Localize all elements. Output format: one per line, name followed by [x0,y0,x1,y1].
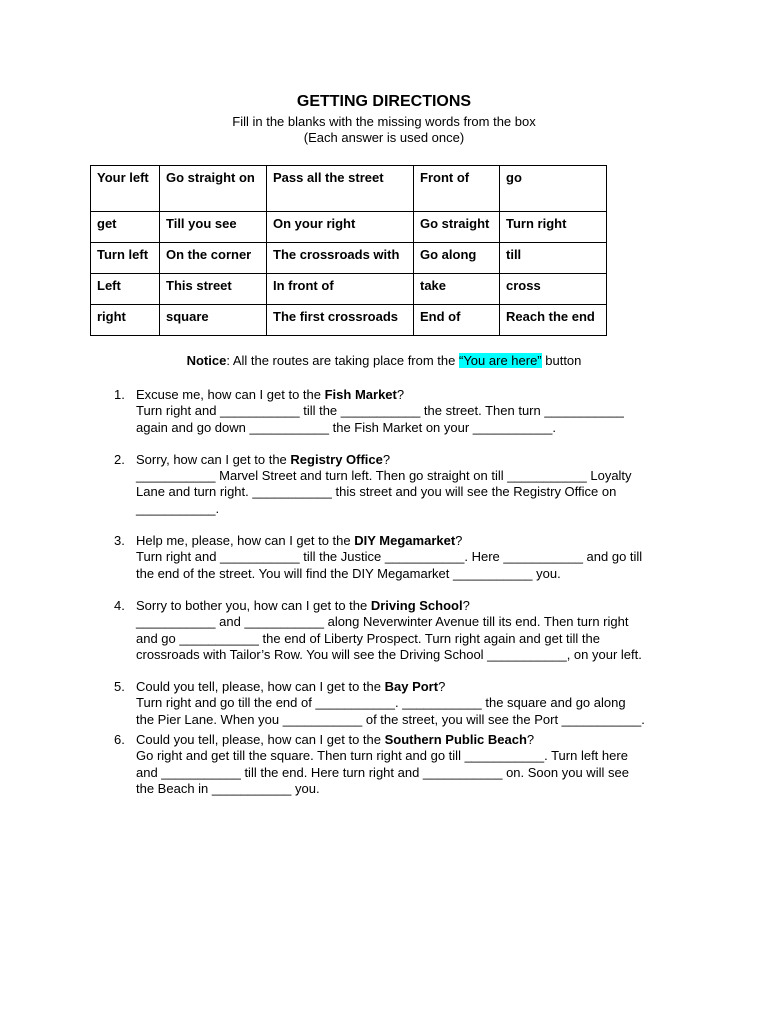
question-item [114,732,684,797]
word-cell: Front of [414,166,500,212]
question-item [114,533,684,582]
destination-name: Fish Market [324,387,397,402]
page-title: GETTING DIRECTIONS [296,93,472,110]
question-line: Turn right and ___________ till the Justice ___________. Here ___________ and go till [136,549,643,565]
question-line: and ___________ till the end. Here turn right and ___________ on. Soon you will see [136,764,629,780]
question-line: Turn right and ___________ till the ___________ the street. Then turn ___________ [136,403,624,419]
question-line: Go right and get till the square. Then turn right and go till ___________. Turn left here [136,748,628,764]
word-cell: get [91,212,160,243]
word-row [91,305,607,336]
word-cell: This street [160,274,267,305]
question-line: Turn right and go till the end of ___________. ___________ the square and go along [136,695,626,711]
question-line: and go ___________ the end of Liberty Prospect. Turn right again and get till the [136,630,601,646]
question-line: crossroads with Tailor’s Row. You will see the Driving School ___________, on your left. [136,646,642,662]
word-cell: Turn left [91,243,160,274]
prompt-text: Excuse me, how can I get to the [136,387,325,402]
notice-tail: button [541,353,582,368]
prompt-text: Sorry, how can I get to the [136,451,291,467]
question-number: 2. [114,451,125,467]
notice-line [0,353,768,368]
notice-text: : All the routes are taking place from the [226,353,459,368]
destination-name: Southern Public Beach [384,732,527,748]
question-line: ___________ and ___________ along Neverwinter Avenue till its end. Then turn right [136,614,629,630]
question-line: the end of the street. You will find the DIY Megamarket ___________ you. [136,565,561,581]
word-cell: Pass all the street [267,166,414,212]
word-cell: In front of [267,274,414,305]
question-item [114,598,684,663]
destination-name: Registry Office [290,451,383,467]
instructions-line-2: (Each answer is used once) [303,130,465,145]
question-number: 3. [114,533,125,549]
question-number: 6. [114,732,125,748]
question-prompt [136,679,684,695]
question-number: 4. [114,597,125,613]
word-cell: On your right [267,212,414,243]
question-line: the Pier Lane. When you ___________ of the street, you will see the Port ___________. [136,711,645,727]
prompt-text: Sorry to bother you, how can I get to the [136,597,371,613]
word-cell: The first crossroads [267,305,414,336]
word-cell: Reach the end [500,305,607,336]
word-cell: Left [91,274,160,305]
word-row [91,166,607,212]
prompt-text: Could you tell, please, how can I get to the [136,732,385,748]
prompt-end: ? [438,679,446,695]
question-number: 1. [114,387,125,402]
word-cell: go [500,166,607,212]
question-line: ___________. [136,500,220,516]
prompt-end: ? [462,597,470,613]
question-prompt [136,598,684,614]
question-item [114,679,684,728]
word-cell: Your left [91,166,160,212]
question-prompt [136,732,684,748]
word-row [91,243,607,274]
destination-name: Driving School [370,597,463,613]
word-cell: square [160,305,267,336]
destination-name: Bay Port [384,679,439,695]
notice-label: Notice [186,353,227,368]
word-box-table [90,165,607,336]
question-prompt [136,452,684,468]
word-cell: right [91,305,160,336]
question-prompt [136,387,684,403]
word-cell: Turn right [500,212,607,243]
prompt-end: ? [526,732,535,748]
question-item [114,452,684,517]
word-row [91,274,607,305]
word-cell: cross [500,274,607,305]
word-row [91,212,607,243]
word-cell: Till you see [160,212,267,243]
word-cell: End of [414,305,500,336]
question-prompt [136,533,684,549]
word-cell: The crossroads with [267,243,414,274]
prompt-text: Could you tell, please, how can I get to the [136,679,385,695]
word-cell: Go straight [414,212,500,243]
question-item [114,387,684,436]
word-cell: Go straight on [160,166,267,212]
prompt-end: ? [455,533,463,549]
word-cell: take [414,274,500,305]
word-cell: Go along [414,243,500,274]
question-line: again and go down ___________ the Fish Market on your ___________. [136,419,556,435]
question-number: 5. [114,679,125,695]
word-cell: On the corner [160,243,267,274]
prompt-end: ? [382,451,391,467]
question-line: ___________ Marvel Street and turn left. Then go straight on till ___________ Loyalty [136,468,632,484]
question-line: the Beach in ___________ you. [136,780,320,796]
prompt-end: ? [396,387,405,402]
word-cell: till [500,243,607,274]
you-are-here-highlight: “You are here” [459,353,542,368]
question-list [114,387,684,813]
instructions-line-1: Fill in the blanks with the missing words from the box [232,114,536,129]
prompt-text: Help me, please, how can I get to the [136,533,355,549]
question-line: Lane and turn right. ___________ this street and you will see the Registry Office on [136,484,617,500]
destination-name: DIY Megamarket [354,533,456,549]
